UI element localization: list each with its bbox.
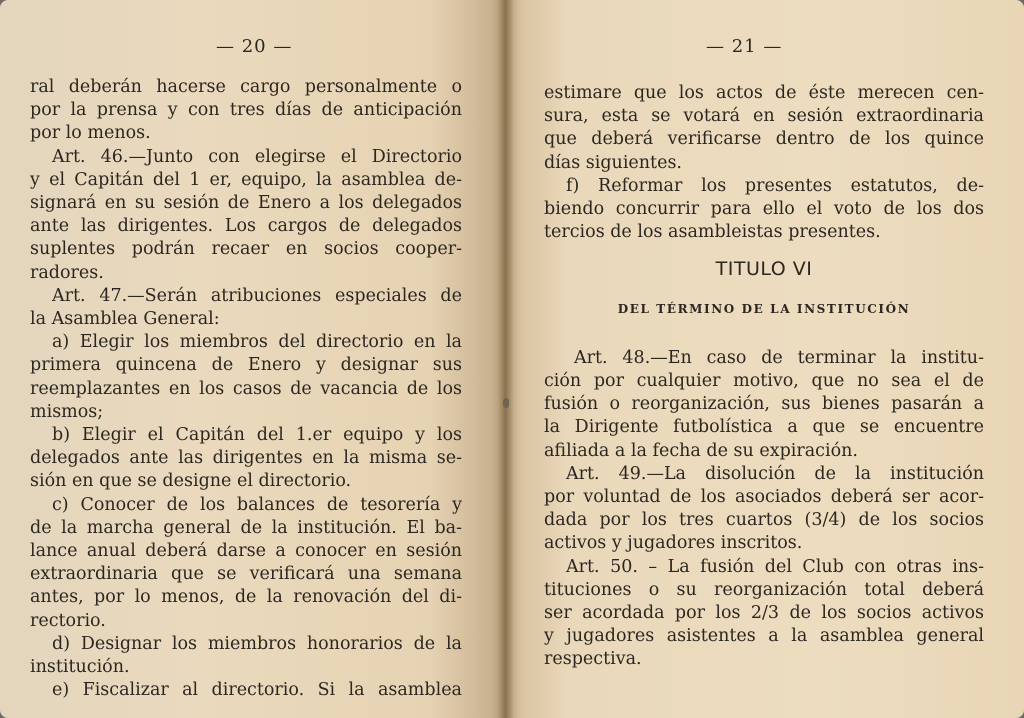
- clause-b-line: b) Elegir el Capitán del 1.er equipo y los: [52, 425, 462, 446]
- text-line: por voluntad de los asociados deberá ser acor-: [544, 487, 984, 508]
- text-line: biendo concurrir para ello el voto de los dos: [544, 199, 984, 220]
- text-line: antes, por lo menos, de la renovación del di-: [30, 587, 462, 608]
- text-line: días siguientes.: [544, 152, 682, 173]
- left-page-text: [30, 76, 462, 702]
- clause-a-line: a) Elegir los miembros del directorio en la: [52, 332, 462, 353]
- section-subtitle: DEL TÉRMINO DE LA INSTITUCIÓN: [617, 301, 911, 316]
- right-page: [506, 0, 1024, 718]
- text-line: por lo menos.: [30, 123, 151, 144]
- text-line: y el Capitán del 1 er, equipo, la asamblea de-: [30, 169, 462, 190]
- text-line: lance anual deberá darse a conocer en sesión: [30, 541, 462, 562]
- text-line: delegados ante las dirigentes en la misma se-: [30, 448, 462, 469]
- page-number-left: — 20 —: [216, 36, 293, 57]
- section-title: TITULO VI: [715, 258, 813, 281]
- text-line: activos y jugadores inscritos.: [544, 533, 803, 554]
- text-line: afiliada a la fecha de su expiración.: [544, 440, 858, 461]
- clause-c-line: c) Conocer de los balances de tesorería y: [52, 494, 462, 515]
- text-line: la Dirigente futbolística a que se encuentre: [544, 417, 984, 438]
- clause-f-line: f) Reformar los presentes estatutos, de-: [566, 175, 984, 196]
- article-49-heading-line: Art. 49.—La disolución de la institución: [566, 463, 984, 484]
- book-gutter: [498, 0, 514, 718]
- text-line: reemplazantes en los casos de vacancia de los: [30, 378, 462, 399]
- text-line: y jugadores asistentes a la asamblea general: [544, 626, 984, 647]
- article-48-heading-line: Art. 48.—En caso de terminar la institu-: [574, 347, 984, 368]
- text-line: ser acordada por los 2/3 de los socios activos: [544, 603, 984, 624]
- text-line: que deberá verificarse dentro de los quince: [544, 129, 984, 150]
- clause-d-line: d) Designar los miembros honorarios de la: [52, 633, 462, 654]
- binding-staple: [503, 398, 509, 408]
- text-line: por la prensa y con tres días de anticipación: [30, 100, 462, 121]
- article-46-heading-line: Art. 46.—Junto con elegirse el Directorio: [52, 146, 462, 167]
- text-line: radores.: [30, 262, 104, 283]
- article-50-heading-line: Art. 50. – La fusión del Club con otras ins-: [566, 556, 984, 577]
- text-line: rectorio.: [30, 610, 106, 631]
- text-line: mismos;: [30, 401, 104, 422]
- text-line: de la marcha general de la institución. El ba-: [30, 517, 462, 538]
- text-line: institución.: [30, 657, 130, 678]
- text-line: ción por cualquier motivo, que no sea el de: [544, 371, 984, 392]
- text-line: tercios de los asambleistas presentes.: [544, 222, 881, 243]
- text-line: sura, esta se votará en sesión extraordinaria: [544, 106, 984, 127]
- text-line: signará en su sesión de Enero a los delegados: [30, 193, 462, 214]
- text-line: estimare que los actos de éste merecen cen-: [544, 83, 984, 103]
- text-line: ral deberán hacerse cargo personalmente o: [30, 77, 462, 97]
- text-line: respectiva.: [544, 649, 642, 670]
- text-line: sión en que se designe el directorio.: [30, 471, 352, 492]
- page-number-right: — 21 —: [706, 36, 783, 57]
- text-line: extraordinaria que se verificará una semana: [30, 564, 462, 585]
- text-line: la Asamblea General:: [30, 309, 220, 330]
- text-line: fusión o reorganización, sus bienes pasarán a: [544, 394, 984, 415]
- text-line: suplentes podrán recaer en socios cooper-: [30, 239, 462, 260]
- text-line: tituciones o su reorganización total deberá: [544, 579, 984, 600]
- right-page-text: [544, 82, 984, 672]
- text-line: primera quincena de Enero y designar sus: [30, 355, 462, 376]
- text-line: ante las dirigentes. Los cargos de delegados: [30, 216, 462, 237]
- article-47-heading-line: Art. 47.—Serán atribuciones especiales de: [52, 285, 462, 306]
- clause-e-line: e) Fiscalizar al directorio. Si la asamblea: [52, 680, 462, 701]
- text-line: dada por los tres cuartos (3/4) de los socios: [544, 510, 984, 531]
- left-page: [0, 0, 506, 718]
